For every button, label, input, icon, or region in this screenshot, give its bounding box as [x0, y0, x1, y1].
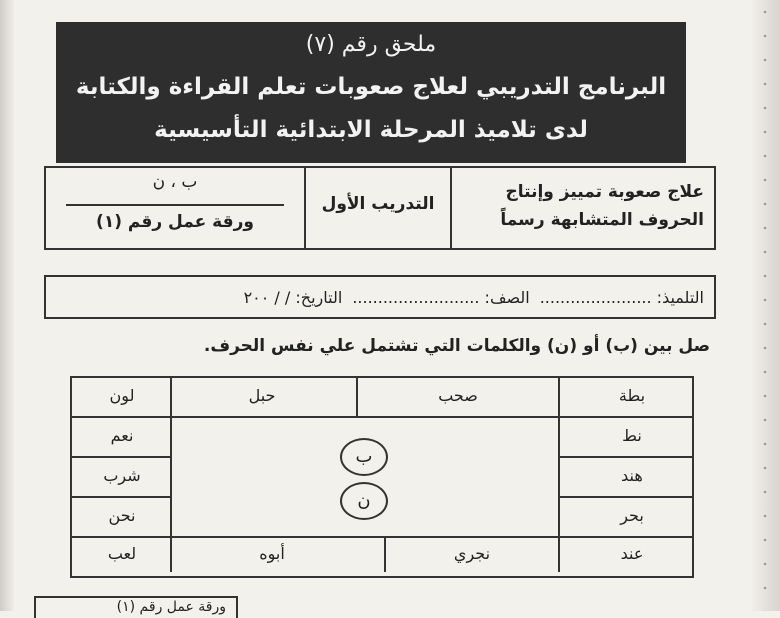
- row-line-1: [72, 416, 692, 418]
- class-field: الصف: .........................: [352, 287, 530, 307]
- letter-circle-b: ب: [340, 438, 388, 476]
- topic-cell: [450, 168, 714, 248]
- training-cell: [304, 168, 450, 248]
- word-left-3: نحن: [108, 506, 136, 525]
- word-top-1: بطة: [618, 386, 646, 405]
- col-divider-bottom-middle: [384, 536, 386, 572]
- word-left-2: شرب: [103, 466, 141, 485]
- row-line-2-right: [558, 456, 692, 458]
- exercise-instruction: صل بين (ب) أو (ن) والكلمات التي تشتمل علي نفس الحرف.: [203, 336, 710, 356]
- topic-text: [500, 178, 704, 234]
- word-right-2: هند: [621, 466, 643, 485]
- row-line-2-left: [72, 456, 170, 458]
- word-bottom-1: عند: [620, 544, 644, 563]
- topic-line-2: الحروف المتشابهة رسماً: [500, 210, 704, 230]
- letter-circle-n: ن: [340, 482, 388, 520]
- word-top-4: لون: [109, 386, 135, 405]
- topic-line-1: علاج صعوبة تمييز وإنتاج: [505, 182, 704, 202]
- col-divider-right: [558, 378, 560, 572]
- worksheet-rule: [66, 204, 284, 206]
- header-rule: [56, 160, 686, 163]
- word-right-1: نط: [622, 426, 642, 445]
- row-line-4: [72, 536, 692, 538]
- program-title: البرنامج التدريبي لعلاج صعوبات تعلم القراءة والكتابة: [75, 74, 667, 100]
- date-field: التاريخ: / / ٢٠٠: [243, 287, 343, 307]
- training-label: التدريب الأول: [321, 194, 435, 214]
- word-top-2: صحب: [438, 386, 478, 405]
- word-right-3: بحر: [620, 506, 644, 525]
- word-bottom-4: لعب: [107, 544, 137, 563]
- page-edge-shadow: [0, 0, 14, 611]
- worksheet-label: ورقة عمل رقم (١): [96, 212, 254, 232]
- col-divider-top-middle: [356, 378, 358, 416]
- next-worksheet-label: ورقة عمل رقم (١): [116, 599, 226, 615]
- word-left-1: نعم: [110, 426, 134, 445]
- student-name-field: التلميذ: ......................: [539, 287, 704, 307]
- word-bottom-2: نجري: [453, 544, 491, 563]
- exercise-table: [70, 376, 694, 578]
- next-worksheet-box: [34, 596, 238, 618]
- letters-label: ب ، ن: [152, 172, 198, 192]
- worksheet-cell: [46, 168, 304, 248]
- word-bottom-3: أبوه: [259, 544, 285, 563]
- binding-holes: [762, 0, 768, 611]
- student-info-line: [44, 275, 716, 319]
- info-box: [44, 166, 716, 250]
- word-top-3: حبل: [248, 386, 276, 405]
- row-line-3-right: [558, 496, 692, 498]
- program-subtitle: لدى تلاميذ المرحلة الابتدائية التأسيسية: [154, 117, 588, 143]
- header-banner: [56, 22, 686, 160]
- annex-title: ملحق رقم (٧): [305, 32, 437, 57]
- row-line-3-left: [72, 496, 170, 498]
